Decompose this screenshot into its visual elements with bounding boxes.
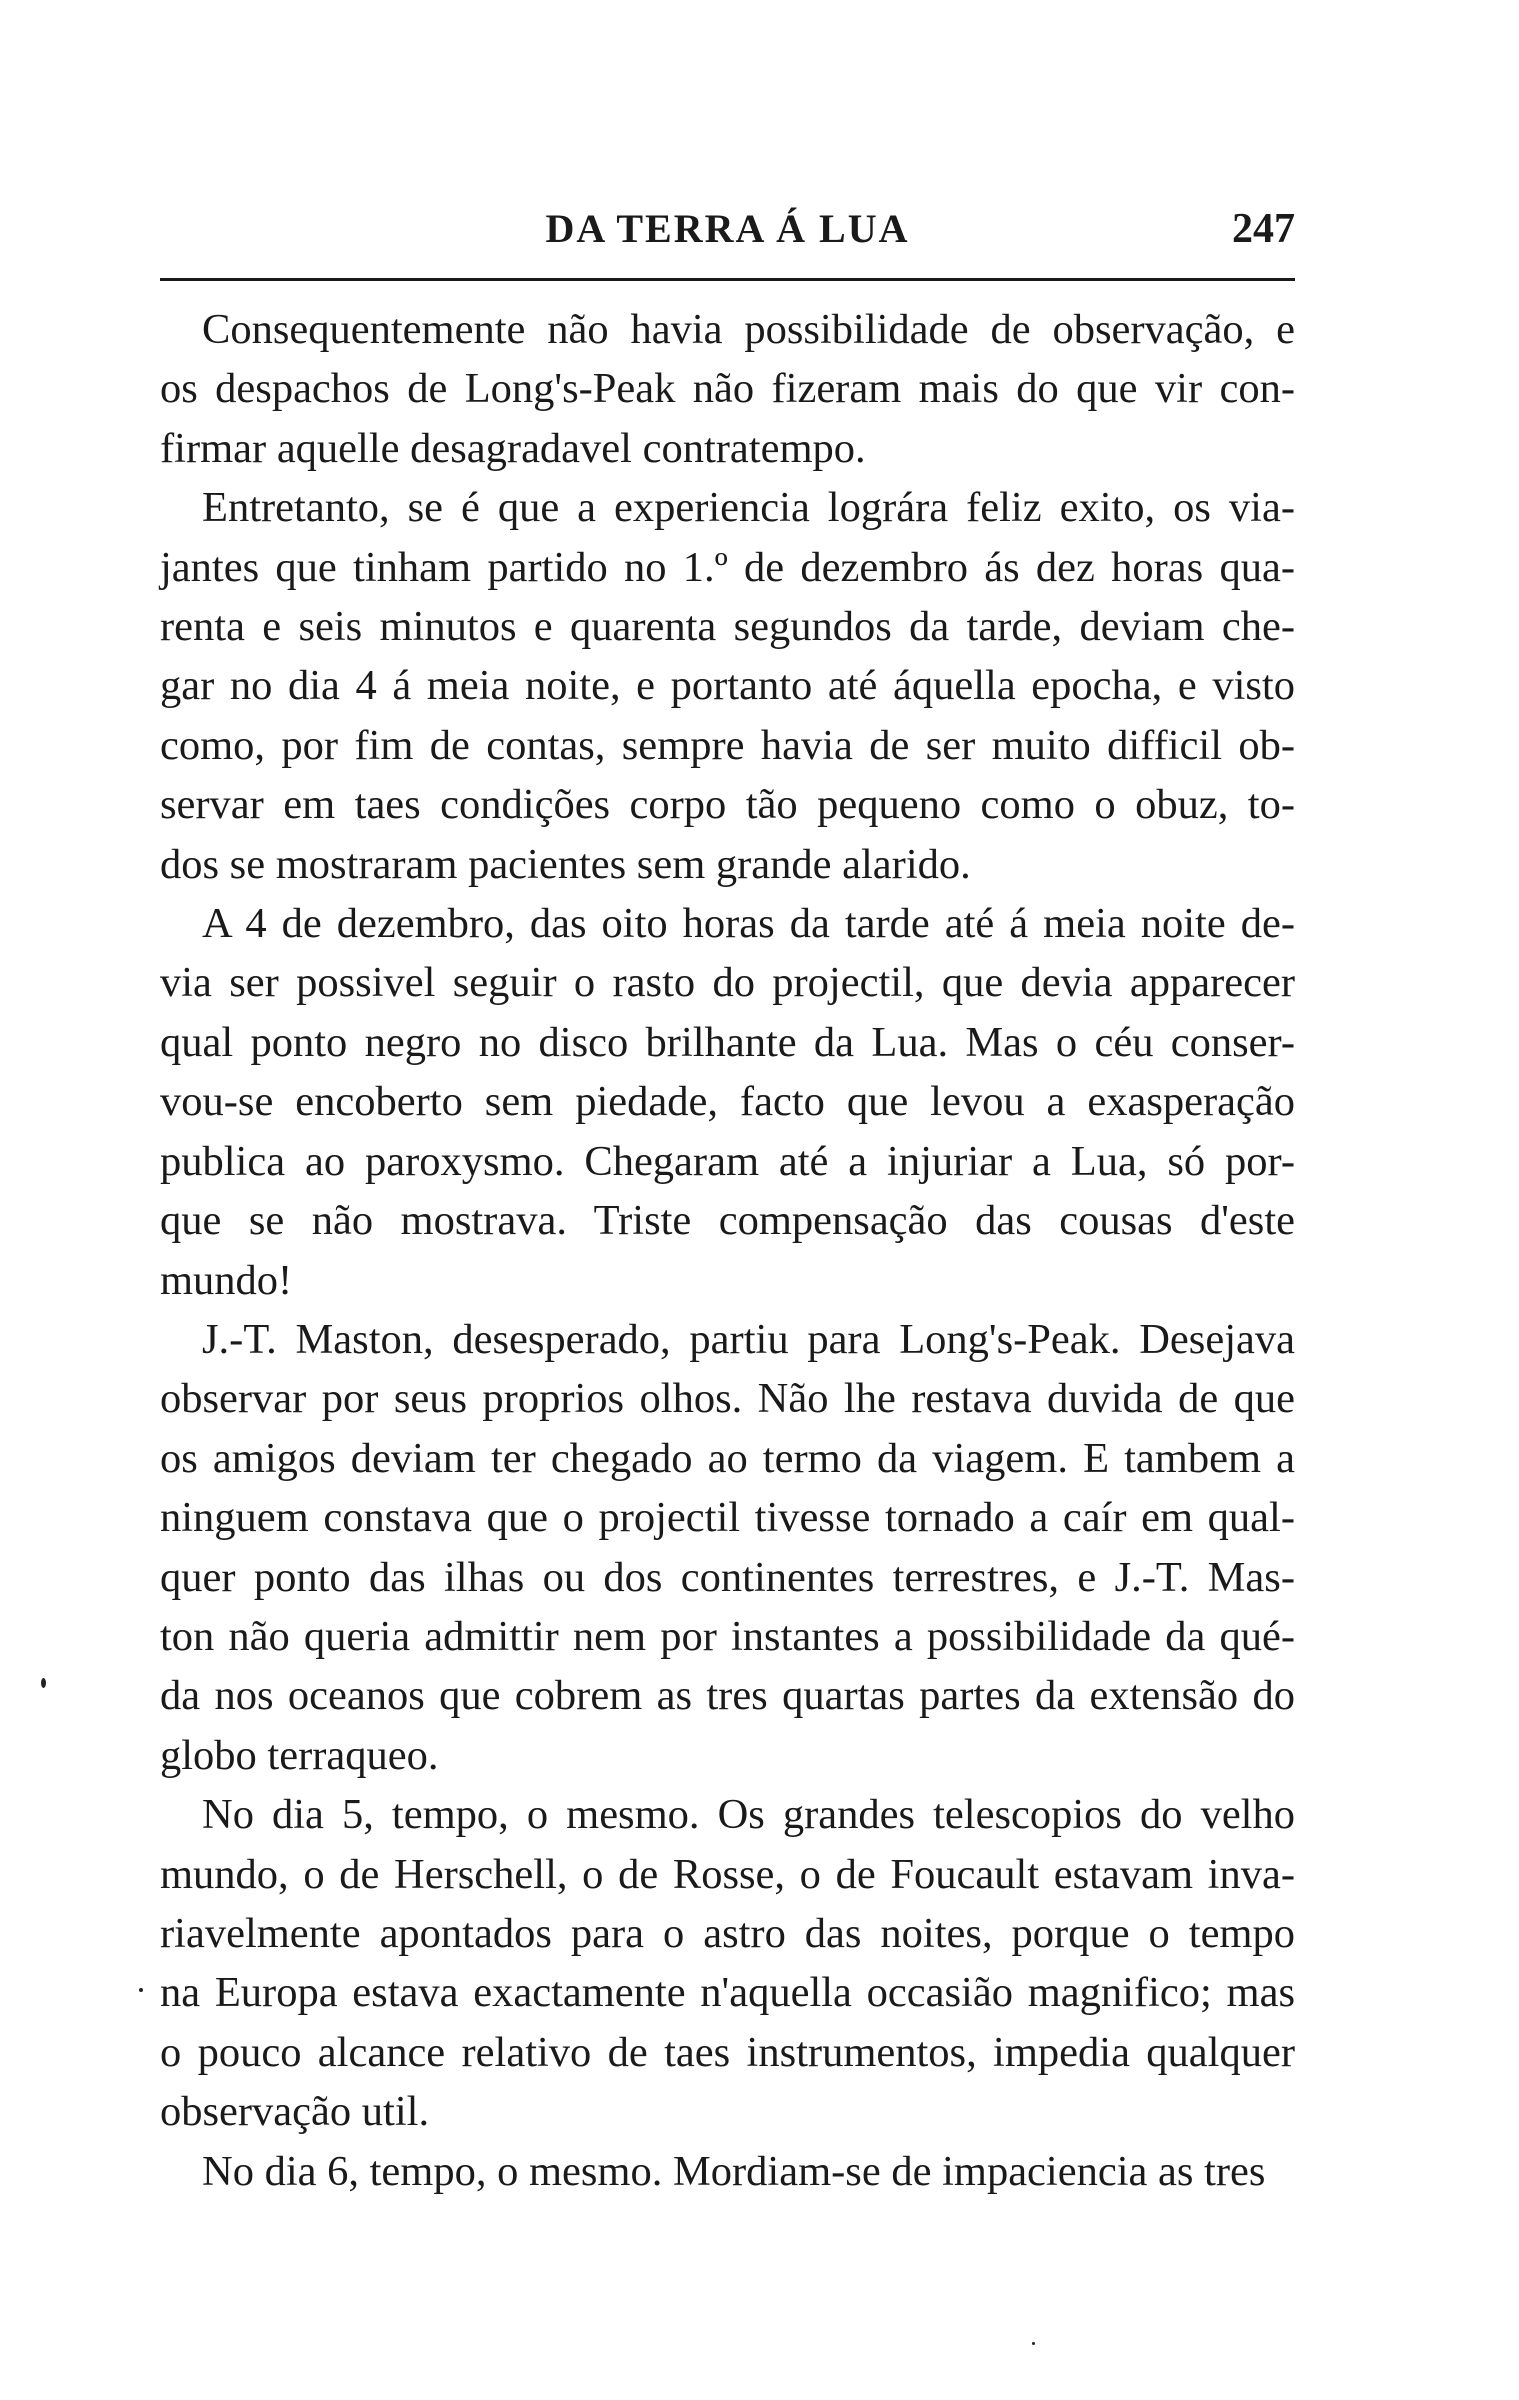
text-line: via ser possivel seguir o rasto do projectil, que devia apparecer [160,959,1295,1007]
paragraph [160,478,1295,894]
text-line: mundo, o de Herschell, o de Rosse, o de Foucault estavam inva- [160,1850,1295,1898]
paragraph [160,300,1295,478]
text-line: quer ponto das ilhas ou dos continentes terrestres, e J.-T. Mas- [160,1553,1295,1601]
paragraph [160,2142,1295,2201]
text-line: servar em taes condições corpo tão pequeno como o obuz, to- [160,781,1295,829]
text-line: J.-T. Maston, desesperado, partiu para Long's-Peak. Desejava [202,1315,1295,1363]
text-line: riavelmente apontados para o astro das noites, porque o tempo [160,1909,1295,1957]
ink-speck [1032,2342,1035,2345]
text-line: qual ponto negro no disco brilhante da Lua. Mas o céu conser- [160,1018,1295,1066]
text-line: vou-se encoberto sem piedade, facto que levou a exasperação [160,1078,1295,1126]
text-line: firmar aquelle desagradavel contratempo. [160,424,866,472]
text-line: o pouco alcance relativo de taes instrumentos, impedia qualquer [160,2028,1295,2076]
text-line: observar por seus proprios olhos. Não lhe restava duvida de que [160,1375,1295,1423]
text-line: ninguem constava que o projectil tivesse tornado a caír em qual- [160,1494,1295,1542]
text-line: os amigos deviam ter chegado ao termo da viagem. E tambem a [160,1434,1295,1482]
header-rule [160,278,1295,281]
text-line: Entretanto, se é que a experiencia lográra feliz exito, os via- [202,484,1295,532]
text-line: da nos oceanos que cobrem as tres quartas partes da extensão do [160,1672,1295,1720]
text-line: A 4 de dezembro, das oito horas da tarde até á meia noite de- [202,900,1295,948]
body-text [160,300,1295,2201]
paragraph [160,1785,1295,2141]
text-line: os despachos de Long's-Peak não fizeram mais do que vir con- [160,365,1295,413]
text-line: No dia 6, tempo, o mesmo. Mordiam-se de impaciencia as tres [202,2147,1266,2195]
text-line: jantes que tinham partido no 1.º de dezembro ás dez horas qua- [160,543,1295,591]
text-line: como, por fim de contas, sempre havia de ser muito difficil ob- [160,721,1295,769]
paragraph [160,1310,1295,1785]
text-line: renta e seis minutos e quarenta segundos da tarde, deviam che- [160,603,1295,651]
text-line: Consequentemente não havia possibilidade de observação, e [202,306,1295,353]
running-title: DA TERRA Á LUA [545,206,910,251]
page-number: 247 [1232,206,1295,252]
paragraph [160,894,1295,1310]
text-line: observação util. [160,2088,430,2136]
text-line: na Europa estava exactamente n'aquella occasião magnifico; mas [160,1969,1295,2017]
text-line: que se não mostrava. Triste compensação das cousas d'este [160,1197,1295,1245]
ink-speck [41,1678,46,1688]
text-line: ton não queria admittir nem por instantes a possibilidade da qué- [160,1612,1295,1660]
text-line: globo terraqueo. [160,1731,439,1779]
text-line: gar no dia 4 á meia noite, e portanto até áquella epocha, e visto [160,662,1295,710]
text-line: No dia 5, tempo, o mesmo. Os grandes telescopios do velho [202,1791,1295,1839]
running-head [160,205,1295,265]
ink-speck [139,1988,143,1992]
text-line: mundo! [160,1256,293,1304]
text-line: dos se mostraram pacientes sem grande alarido. [160,840,971,888]
text-line: publica ao paroxysmo. Chegaram até a injuriar a Lua, só por- [160,1137,1295,1185]
